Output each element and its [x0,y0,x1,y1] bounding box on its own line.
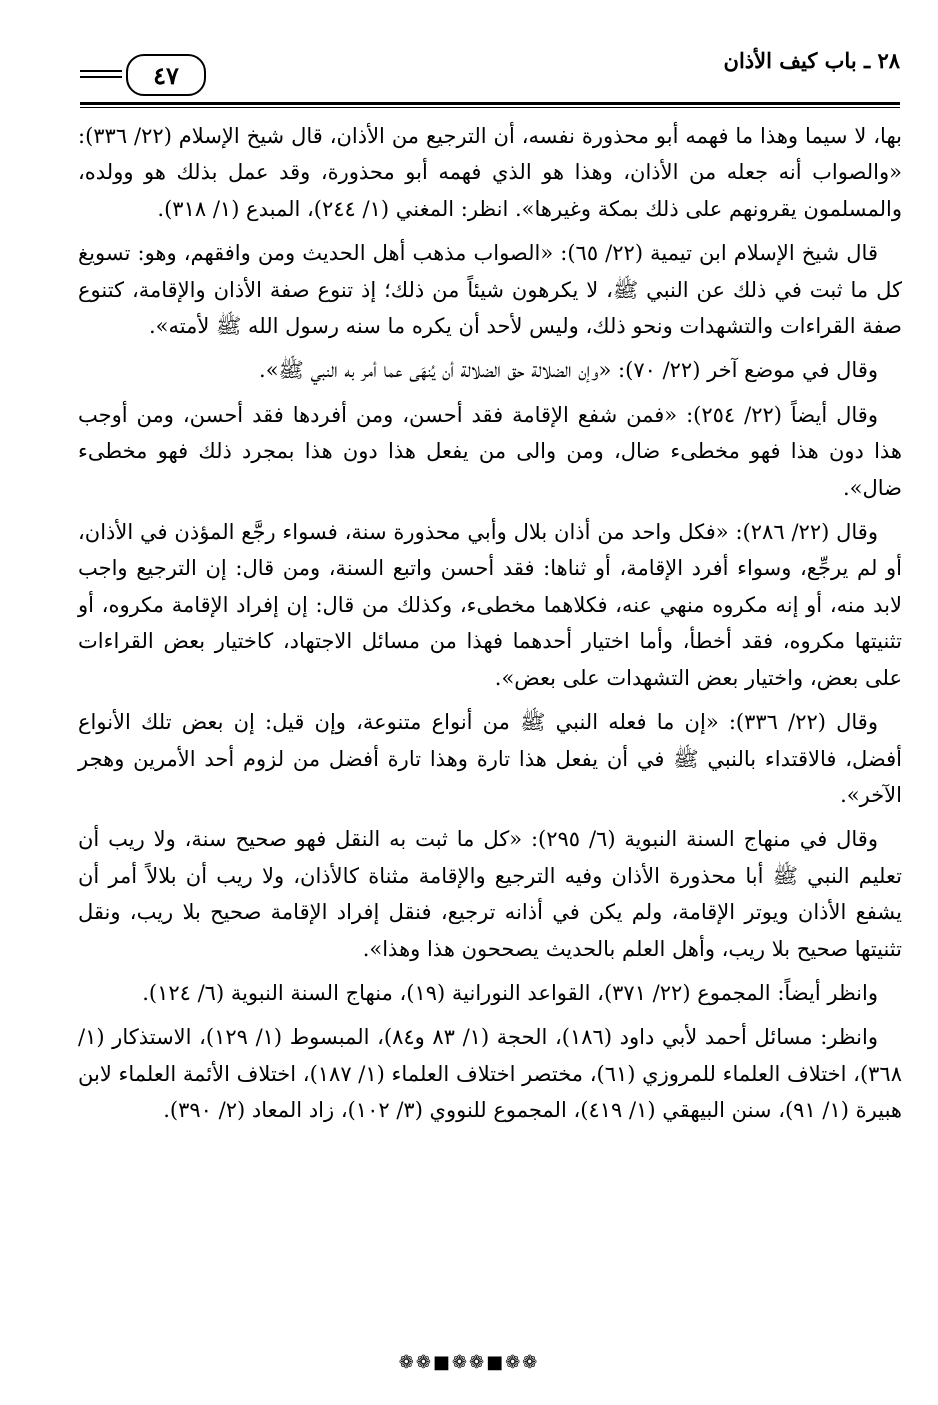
paragraph-3: وقال في موضع آخر (٢٢/ ٧٠): «وإن الضلالة حق الضلالة أن يُنهَى عما أمر به النبي ﷺ». [259,358,878,383]
paragraph-4: وقال أيضاً (٢٢/ ٢٥٤): «فمن شفع الإقامة فقد أحسن، ومن أفردها فقد أحسن، ومن أوجب هذا دون هذا فهو مخطىء ضال، ومن والى من يفعل هذا دون هذا بمجرد ذلك فهو مخطىء ضال». [78,402,902,500]
header-rule [80,102,900,105]
paragraph-8: وانظر أيضاً: المجموع (٢٢/ ٣٧١)، القواعد النورانية (١٩)، منهاج السنة النبوية (٦/ ١٢٤). [142,980,878,1005]
paragraph-6: وقال (٢٢/ ٣٣٦): «إن ما فعله النبي ﷺ من أنواع متنوعة، وإن قيل: إن بعض تلك الأنواع أفضل، فالاقتداء بالنبي ﷺ في أن يفعل هذا تارة وهذا تارة أفضل من لزوم أحد الأمرين وهجر الآخر». [78,710,902,807]
header-rule-thin [80,107,900,108]
chapter-title: ٢٨ ـ باب كيف الأذان [723,48,900,73]
page-header [80,42,900,112]
page-number: ٤٧ [153,60,179,90]
paragraph-1: بها، لا سيما وهذا ما فهمه أبو محذورة نفسه، أن الترجيع من الأذان، قال شيخ الإسلام (٢٢/ ٣٣٦): «والصواب أنه جعله من الأذان، وهذا هو الذي فهمه أبو محذورة، وقد عمل بذلك هو وولده، والمسلمون يقرونهم على ذلك بمكة وغيرها». انظر: المغني (١/ ٢٤٤)، المبدع (١/ ٣١٨). [78,124,902,221]
paragraph-7: وقال في منهاج السنة النبوية (٦/ ٢٩٥): «كل ما ثبت به النقل فهو صحيح سنة، ولا ريب أن تعليم النبي ﷺ أبا محذورة الأذان وفيه الترجيع والإقامة مثناة كالأذان، ولا ريب أن بلالاً أمر أن يشفع الأذان ويوتر الإقامة، ولم يكن في أذانه ترجيع، فنقل إفراد الإقامة صحيح بلا ريب، ونقل تثنيتها صحيح بلا ريب، وأهل العلم بالحديث يصححون هذا وهذا». [78,827,902,961]
paragraph-2: قال شيخ الإسلام ابن تيمية (٢٢/ ٦٥): «الصواب مذهب أهل الحديث ومن وافقهم، وهو: تسويغ كل ما ثبت في ذلك عن النبي ﷺ، لا يكرهون شيئاً من ذلك؛ إذ تنوع صفة الأذان والإقامة، كتنوع صفة القراءات والتشهدات ونحو ذلك، وليس لأحد أن يكره ما سنه رسول الله ﷺ لأمته». [78,241,902,339]
ornament-line-bottom [80,76,122,78]
paragraph-5: وقال (٢٢/ ٢٨٦): «فكل واحد من أذان بلال وأبي محذورة سنة، فسواء رجَّع المؤذن في الأذان، أو لم يرجِّع، وسواء أفرد الإقامة، أو ثناها: فقد أحسن واتبع السنة، ومن قال: إن الترجيع واجب لابد منه، أو إنه مكروه منهي عنه، فكلاهما مخطىء، وكذلك من قال: إن إفراد الإقامة مكروه، أو تثنيتها مكروه، فقد أخطأ، وأما اختيار أحدهما فهذا من مسائل الاجتهاد، كاختيار بعض القراءات على بعض، واختيار بعض التشهدات على بعض». [78,520,902,690]
page-number-badge [126,54,206,96]
paragraph-9: وانظر: مسائل أحمد لأبي داود (١٨٦)، الحجة (١/ ٨٣ و٨٤)، المبسوط (١/ ١٢٩)، الاستذكار (١/ ٣٦٨)، اختلاف العلماء للمروزي (٦١)، مختصر اختلاف العلماء (١/ ١٨٧)، اختلاف الأئمة العلماء لابن هبيرة (١/ ٩١)، سنن البيهقي (١/ ٤١٩)، المجموع للنووي (٣/ ١٠٢)، زاد المعاد (٢/ ٣٩٠). [78,1025,902,1123]
end-ornament: ❁❁■❁❁■❁❁ [398,1352,540,1373]
footnote-text [78,118,902,1137]
ornament-line-top [80,70,122,72]
